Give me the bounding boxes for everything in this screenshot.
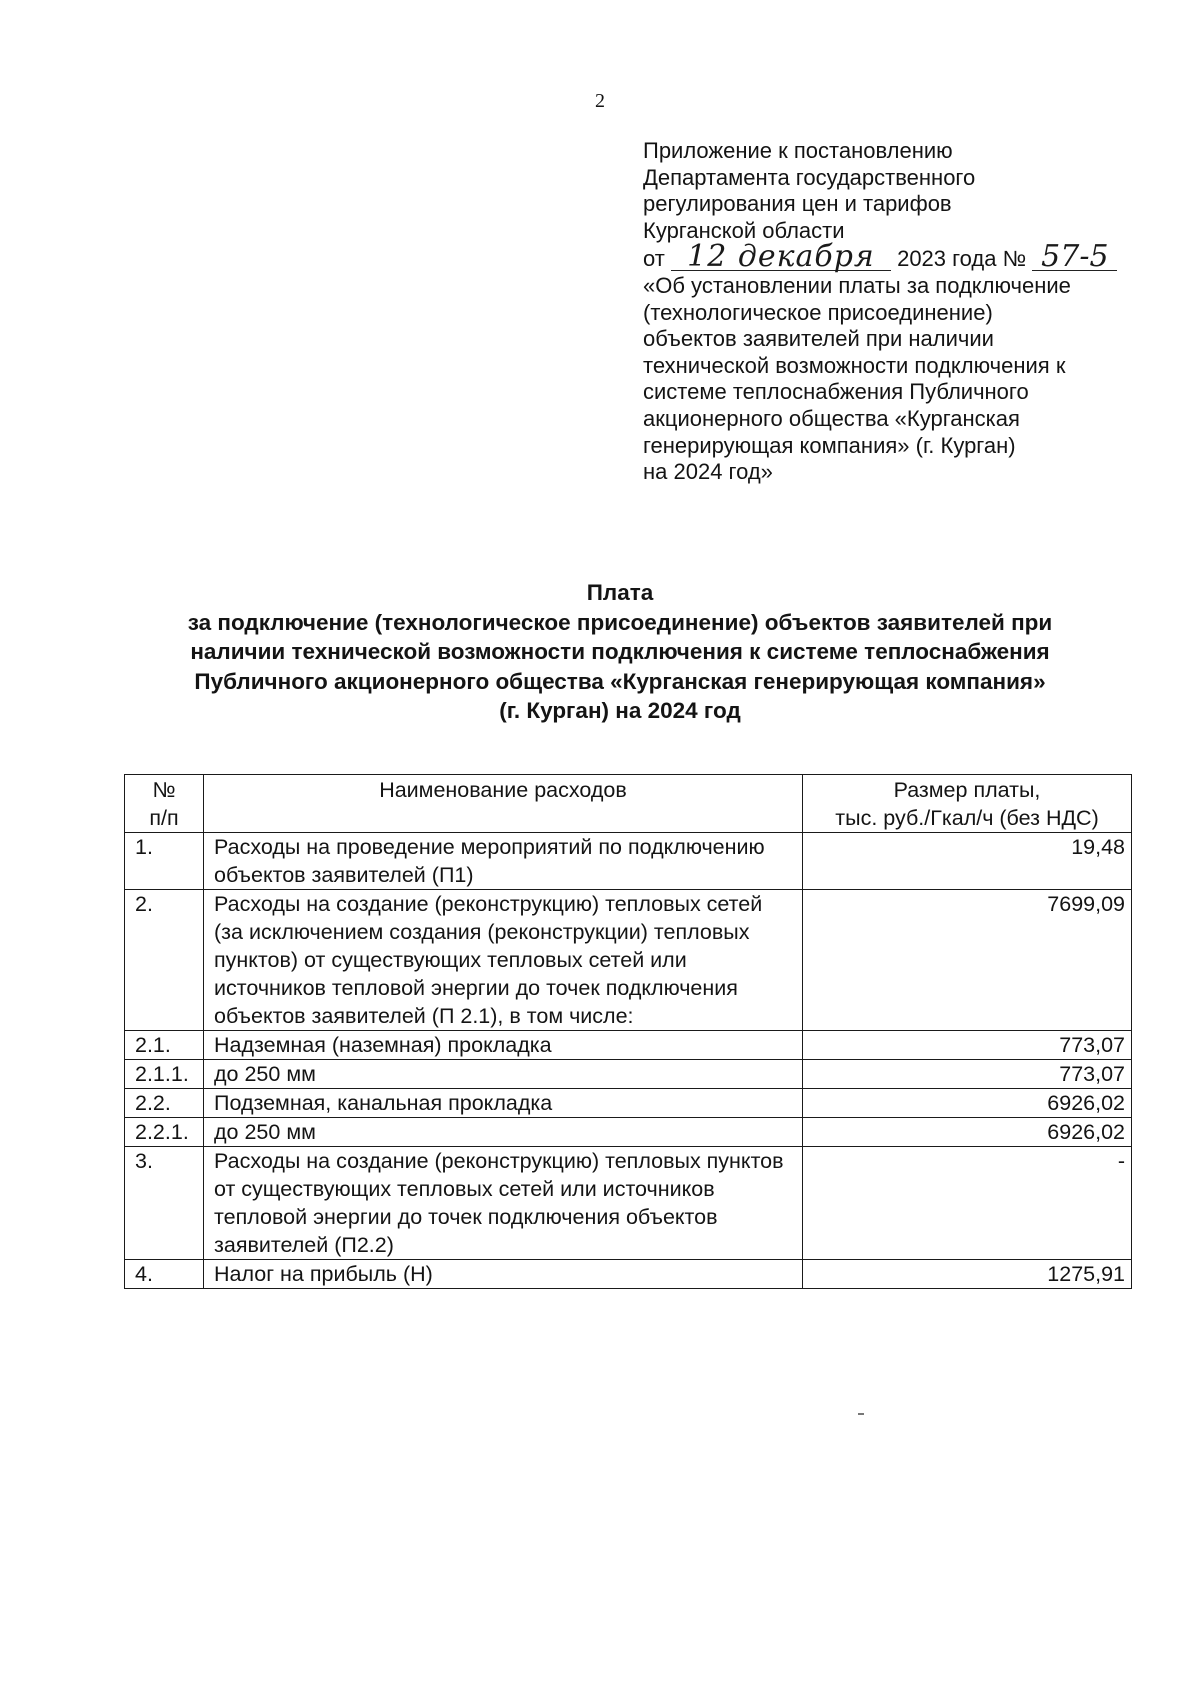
header-fee [803,775,1132,833]
subject-line: акционерного общества «Курганская [643,405,1020,431]
row-name: Расходы на создание (реконструкцию) тепловых пунктов от существующих тепловых сетей или источников тепловой энергии до точек подключения объектов заявителей (П2.2) [204,1147,803,1260]
resolution-date-line [643,239,1163,275]
row-name: до 250 мм [204,1060,803,1089]
subject-line: технической возможности подключения к [643,352,1066,378]
row-fee: - [803,1147,1132,1260]
title-line: за подключение (технологическое присоединение) объектов заявителей при [187,609,1053,635]
row-name: до 250 мм [204,1118,803,1147]
title-line: (г. Курган) на 2024 год [499,698,741,723]
row-fee: 6926,02 [803,1089,1132,1118]
row-num: 2.2.1. [125,1118,204,1147]
row-fee: 773,07 [803,1031,1132,1060]
handwritten-number: 57-5 [1032,244,1117,271]
table-row [125,1089,1132,1118]
row-num: 2.2. [125,1089,204,1118]
subject-line: на 2024 год» [643,459,773,485]
row-name: Подземная, канальная прокладка [204,1089,803,1118]
appendix-line: Приложение к постановлению [643,138,953,163]
table-row [125,890,1132,1031]
header-num [125,775,204,833]
title-line: Публичного акционерного общества «Курганская генерирующая компания» [194,668,1046,694]
row-num: 3. [125,1147,204,1260]
table-row [125,833,1132,890]
row-num: 1. [125,833,204,890]
subject-line: «Об установлении платы за подключение [643,272,1071,298]
header-num-line1: № [152,778,176,802]
document-title [120,578,1120,726]
row-fee: 1275,91 [803,1260,1132,1289]
table-row [125,1147,1132,1260]
subject-line: системе теплоснабжения Публичного [643,379,1029,405]
table-row [125,1260,1132,1289]
appendix-line: Курганской области [643,217,845,243]
row-num: 2. [125,890,204,1031]
row-name: Расходы на создание (реконструкцию) тепловых сетей (за исключением создания (реконструкции) тепловых пунктов) от существующих тепловых сетей или источников тепловой энергии до точек подключения объектов заявителей (П 2.1), в том числе: [204,890,803,1031]
table-header-row [125,775,1132,833]
subject-line: генерирующая компания» (г. Курган) [643,432,1016,458]
header-name: Наименование расходов [204,775,803,833]
header-fee-line1: Размер платы, [893,778,1041,802]
row-num: 4. [125,1260,204,1289]
handwritten-date: 12 декабря [671,244,891,271]
appendix-line: регулирования цен и тарифов [643,191,952,217]
date-prefix: от [643,246,665,272]
row-num: 2.1. [125,1031,204,1060]
header-fee-line2: тыс. руб./Гкал/ч (без НДС) [835,806,1099,830]
header-num-line2: п/п [149,806,179,830]
title-line: Плата [586,580,654,605]
title-line: наличии технической возможности подключения к системе теплоснабжения [190,639,1050,664]
page-number: 2 [595,90,605,112]
row-name: Расходы на проведение мероприятий по подключению объектов заявителей (П1) [204,833,803,890]
table-row [125,1031,1132,1060]
row-name: Налог на прибыль (Н) [204,1260,803,1289]
row-fee: 6926,02 [803,1118,1132,1147]
table-row [125,1060,1132,1089]
row-fee: 19,48 [803,833,1132,890]
row-name: Надземная (наземная) прокладка [204,1031,803,1060]
scan-speck [858,1413,864,1415]
row-num: 2.1.1. [125,1060,204,1089]
subject-line: (технологическое присоединение) [643,299,993,325]
cost-table [124,774,1132,1289]
year-text: 2023 года № [897,246,1027,272]
row-fee: 7699,09 [803,890,1132,1031]
subject-line: объектов заявителей при наличии [643,326,994,352]
appendix-line: Департамента государственного [643,164,976,190]
row-fee: 773,07 [803,1060,1132,1089]
appendix-block [643,138,1163,486]
table-row [125,1118,1132,1147]
